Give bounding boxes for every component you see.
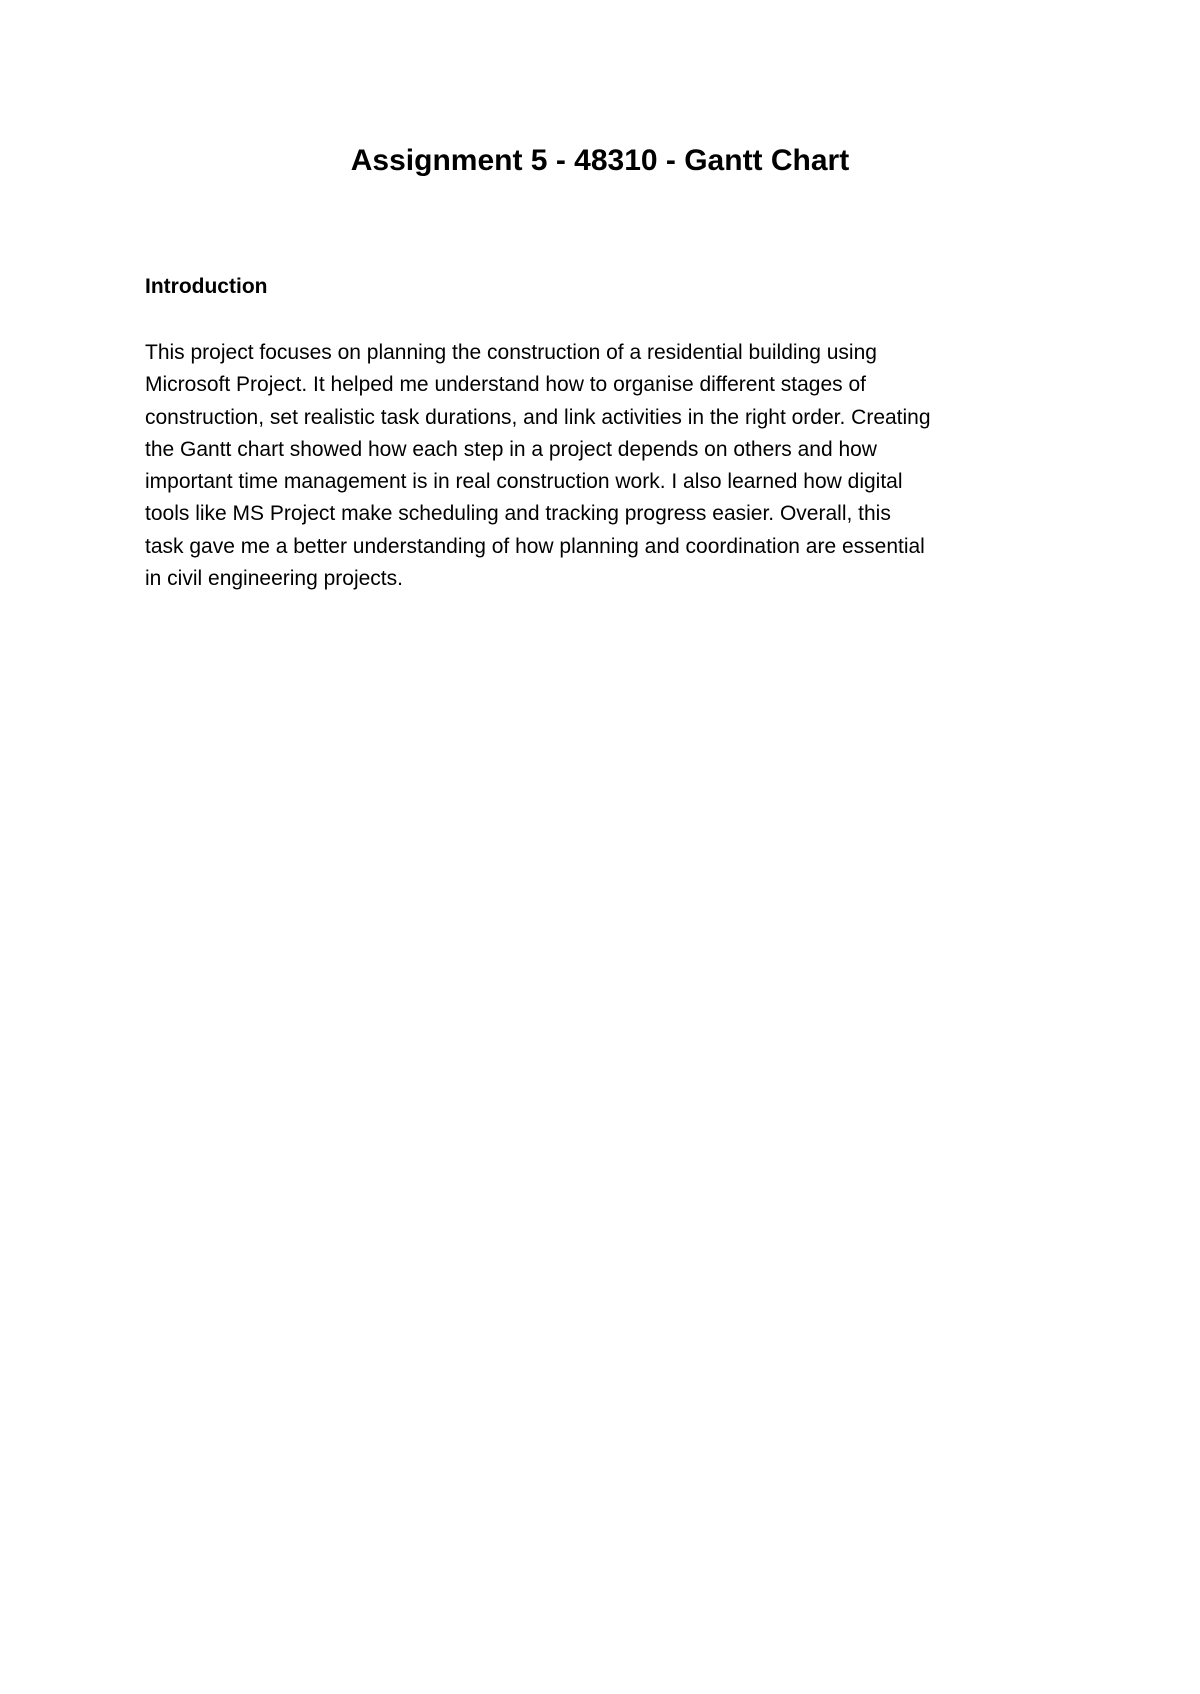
paragraph-line: task gave me a better understanding of how planning and coordination are essential xyxy=(145,534,925,558)
section-heading-introduction: Introduction xyxy=(145,275,268,298)
paragraph-line: in civil engineering projects. xyxy=(145,567,403,591)
introduction-paragraph xyxy=(145,337,1065,595)
paragraph-line: important time management is in real construction work. I also learned how digital xyxy=(145,470,903,494)
paragraph-line: construction, set realistic task durations, and link activities in the right order. Creating xyxy=(145,405,931,429)
paragraph-line: the Gantt chart showed how each step in a project depends on others and how xyxy=(145,437,877,461)
document-title: Assignment 5 - 48310 - Gantt Chart xyxy=(350,144,850,177)
paragraph-line: This project focuses on planning the construction of a residential building using xyxy=(145,341,877,364)
paragraph-line: Microsoft Project. It helped me understand how to organise different stages of xyxy=(145,373,867,397)
paragraph-line: tools like MS Project make scheduling and tracking progress easier. Overall, this xyxy=(145,502,891,526)
